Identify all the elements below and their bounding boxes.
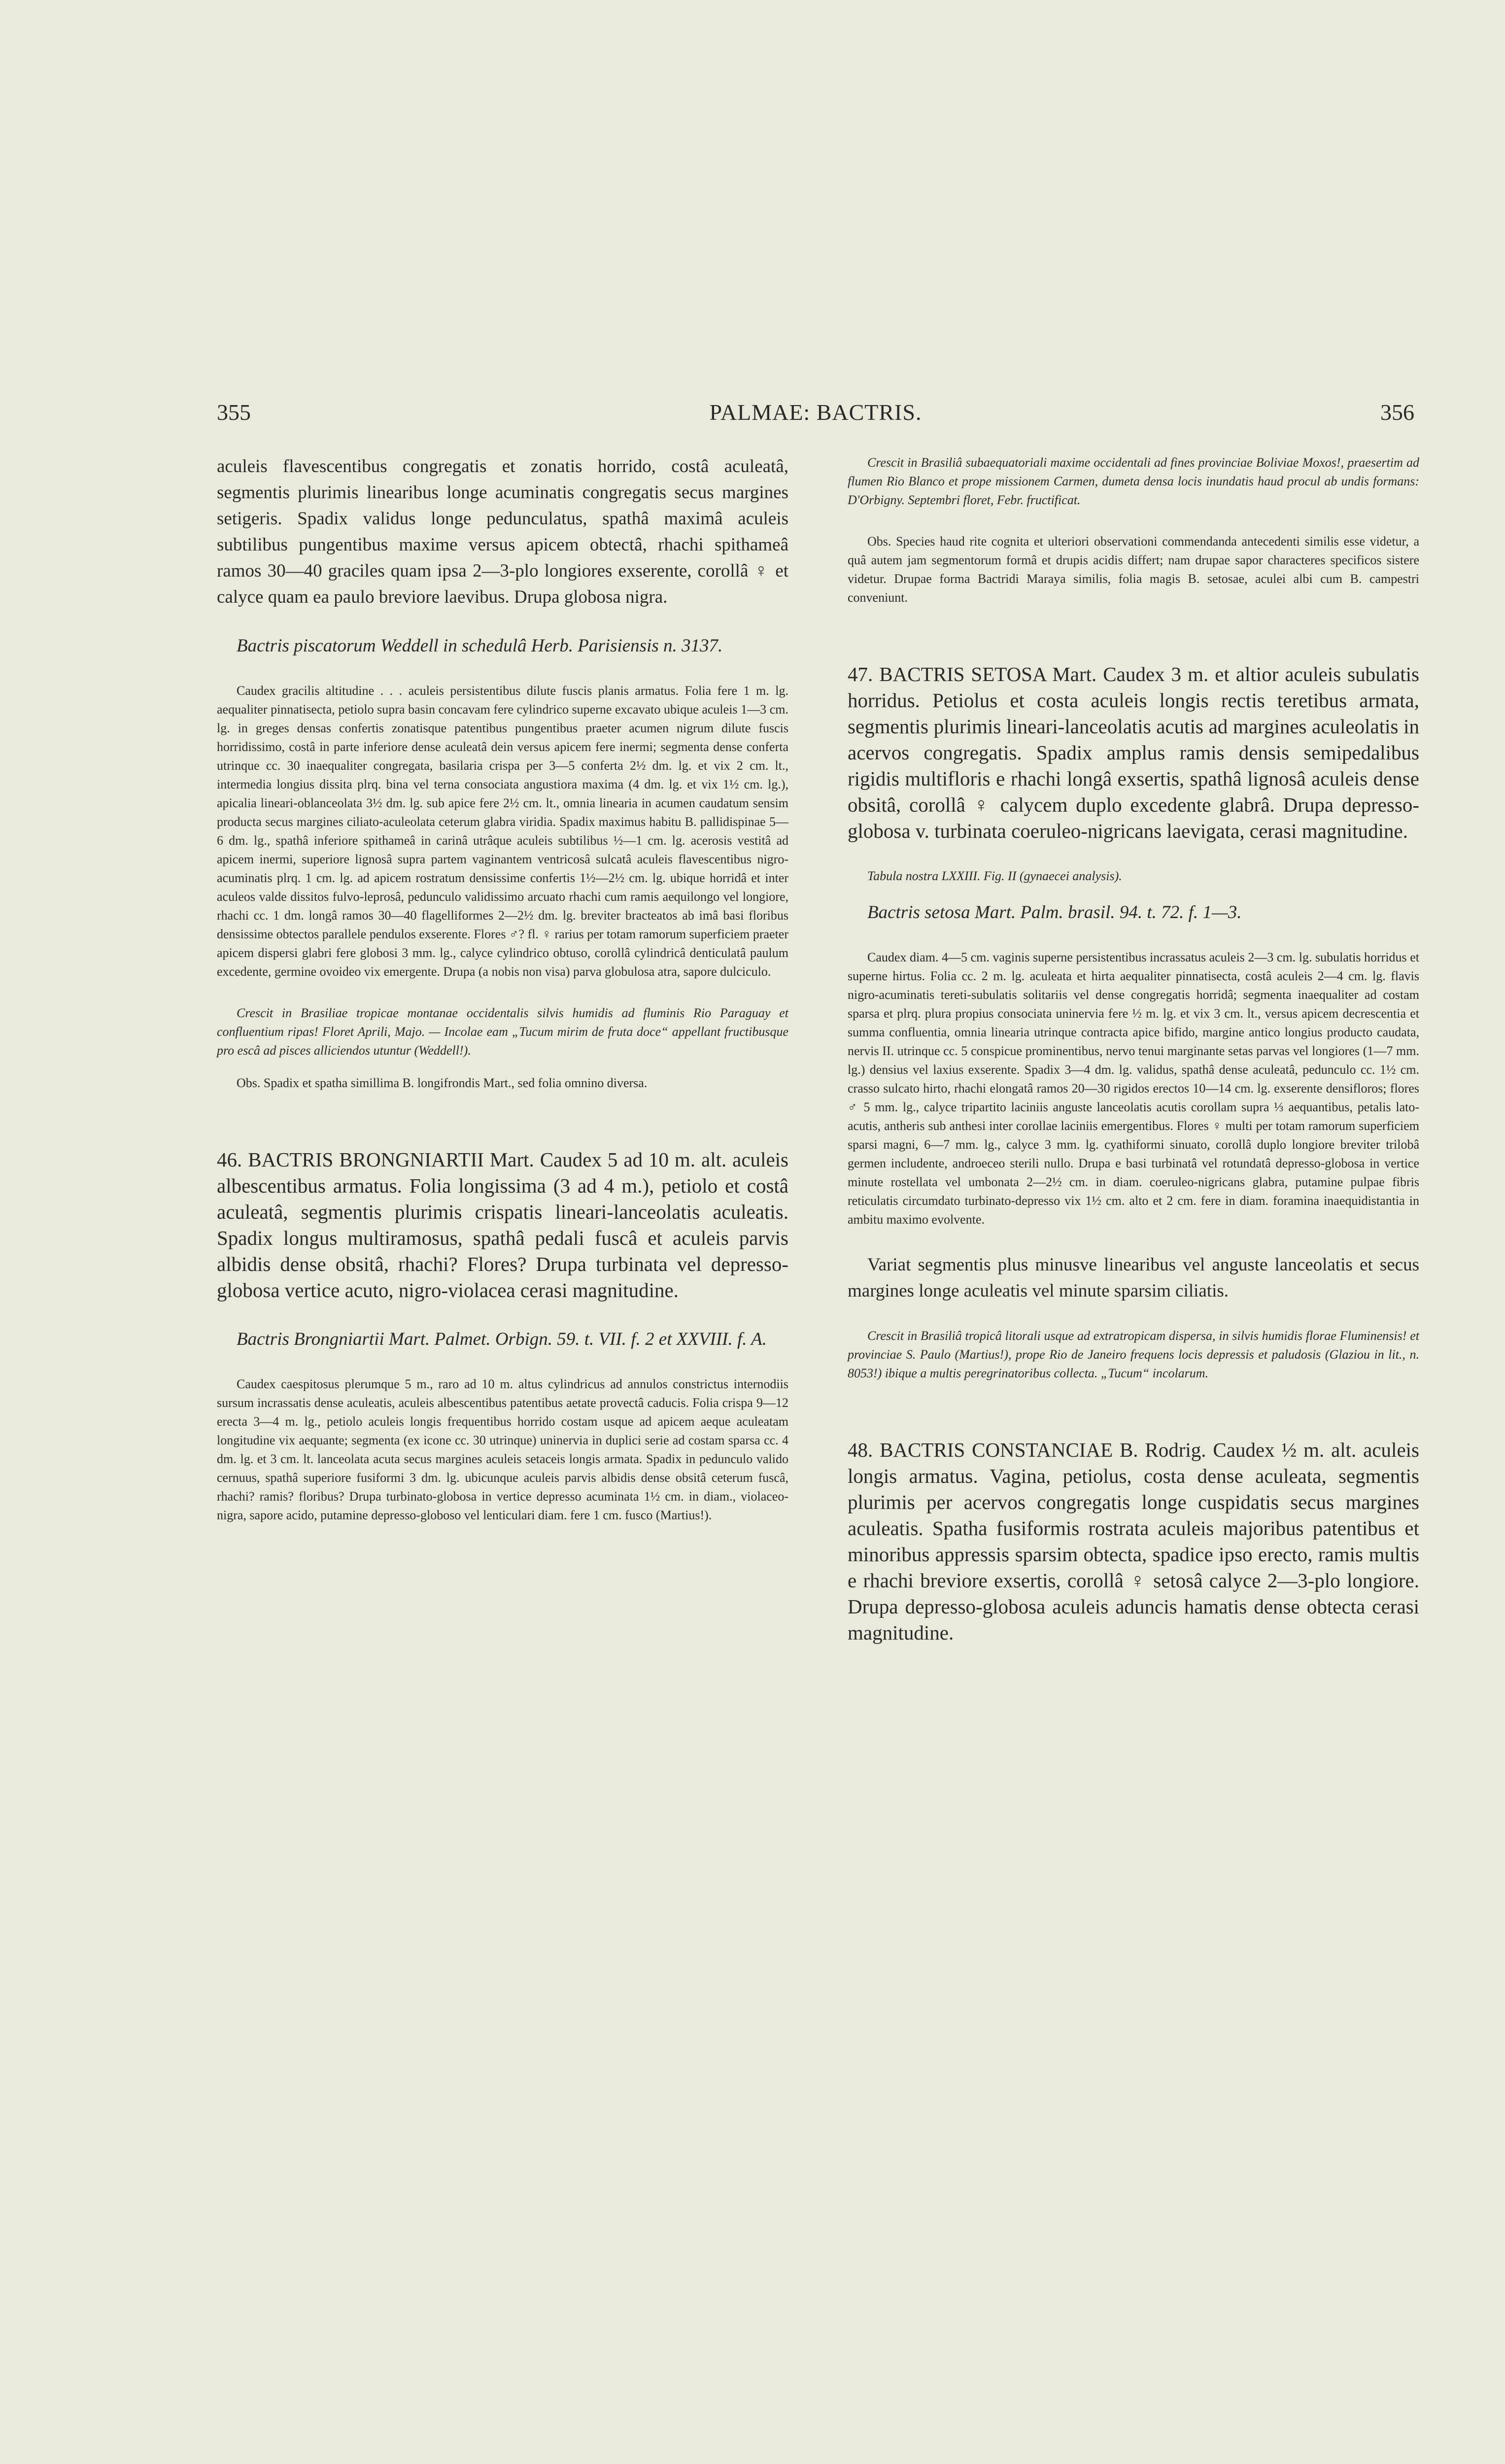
right-column: [848, 453, 1419, 1646]
species-heading-48: 48. BACTRIS CONSTANCIAE B. Rodrig. Caudex ½ m. alt. aculeis longis armatus. Vagina, petiolus, costa dense aculeata, segmentis plurimis per acervos congregatis longe cuspidatis secus margines aculeatis. Spatha fusiformis rostrata aculeis majoribus patentibus et minoribus appressis sparsim obtecta, spadice ipso erecto, ramis multis e rhachi breviore exsertis, corollâ ♀ setosâ calyce 2—3-plo longiore. Drupa depresso-globosa aculeis aduncis hamatis dense obtecta cerasi magnitudine.: [848, 1438, 1419, 1644]
species-heading-46: 46. BACTRIS BRONGNIARTII Mart. Caudex 5 ad 10 m. alt. aculeis albescentibus armatus. Folia longissima (3 ad 4 m.), petiolo et costâ aculeatâ, segmentis plurimis crispatis lineari-lanceolatis aculeatis. Spadix longus multiramosus, spathâ pedali fuscâ et aculeis parvis albidis dense obsitâ, rhachi? Flores? Drupa turbinata vel depresso-globosa vertice acuto, nigro-violacea cerasi magnitudine.: [217, 1148, 788, 1301]
synonym-citation: Bactris setosa Mart. Palm. brasil. 94. t. 72. f. 1—3.: [867, 902, 1242, 923]
species-heading-47: 47. BACTRIS SETOSA Mart. Caudex 3 m. et altior aculeis subulatis horridus. Petiolus et costa aculeis longis rectis teretibus armata, segmentis plurimis lineari-lanceolatis acutis ad margines aculeolatis in acervos congregatis. Spadix amplus ramis densis semipedalibus rigidis multifloris e rhachi longâ exsertis, spathâ lignosâ aculeis dense obsitâ, corollâ ♀ calycem duplo excedente glabrâ. Drupa depresso-globosa v. turbinata coeruleo-nigricans laevigata, cerasi magnitudine.: [848, 663, 1419, 842]
plate-reference: Tabula nostra LXXIII. Fig. II (gynaecei analysis).: [867, 869, 1122, 883]
variety-note: Variat segmentis plus minusve linearibus vel anguste lanceolatis et secus margines longe aculeatis vel minute sparsim ciliatis.: [848, 1255, 1419, 1301]
detailed-description: Caudex caespitosus plerumque 5 m., raro ad 10 m. altus cylindricus ad annulos constrictus internodiis sursum incrassatis dense aculeatis, aculeis albescentibus patentibus aetate provectâ caducis. Folia crispa 9—12 erecta 3—4 m. lg., petiolo aculeis longis frequentibus horrido costam usque ad apicem aeque aculeatam longitudine vix aequante; segmenta (ex icone cc. 30 utrinque) uninervia in duplici serie ad costam sparsa cc. 4 dm. lg. et 3 cm. lt. lanceolata acuta secus margines aculeis setaceis longis armata. Spadix in pedunculo valido cernuus, spathâ superiore fusiformi 3 dm. lg. ubicunque aculeis parvis albidis dense obsitâ ceterum fuscâ, rhachi? ramis? floribus? Drupa turbinato-globosa in vertice depresso acuminata 1½ cm. in diam., violaceo-nigra, sapore acido, putamine depresso-globoso vel lenticulari diam. fere 1 cm. fusco (Martius!).: [217, 1377, 788, 1522]
page-header: [217, 399, 1414, 434]
synonym-citation: Bactris Brongniartii Mart. Palmet. Orbign. 59. t. VII. f. 2 et XXVIII. f. A.: [237, 1329, 767, 1349]
observation-note: Obs. Species haud rite cognita et ulteriori observationi commendanda antecedenti similis esse videtur, a quâ autem jam segmentorum formâ et drupis acidis differt; nam drupae sapor characteres specificos sistere videtur. Drupae forma Bactridi Maraya similis, folia magis B. setosae, aculei albi cum B. campestri conveniunt.: [848, 534, 1419, 605]
distribution-paragraph: Crescit in Brasiliâ tropicâ litorali usque ad extratropicam dispersa, in silvis humidis florae Fluminensis! et provinciae S. Paulo (Martius!), prope Rio de Janeiro frequens locis depressis et paludosis (Glaziou in lit., n. 8053!) ibique a multis peregrinatoribus collecta. „Tucum“ incolarum.: [848, 1329, 1419, 1380]
distribution-paragraph: Crescit in Brasiliâ subaequatoriali maxime occidentali ad fines provinciae Boliviae Moxos!, praesertim ad flumen Rio Blanco et prope missionem Carmen, dumeta densa locis inundatis haud procul ab undis formans: D'Orbigny. Septembri floret, Febr. fructificat.: [848, 455, 1419, 507]
running-title: PALMAE: BACTRIS.: [709, 400, 922, 425]
detailed-description: Caudex gracilis altitudine . . . aculeis persistentibus dilute fuscis planis armatus. Folia fere 1 m. lg. aequaliter pinnatisecta, petiolo supra basin concavam fere cylindrico superne excavato ubique aculeis 1—3 cm. lg. in greges densas confertis zonatisque patentibus pungentibus praeter acumen nigrum dilute fuscis horridissimo, costâ in parte inferiore dense aculeatâ dein versus apicem fere inermi; segmenta dense conferta utrinque cc. 30 inaequaliter congregata, basilaria crispa per 3—5 conferta 2½ dm. lg. et vix 2 cm. lt., intermedia longius dissita plrq. bina vel terna consociata angustiora maxima (4 dm. lg. et vix 1½ cm. lg.), apicalia lineari-oblanceolata 3½ dm. lg. sub apice fere 2½ cm. lt., omnia linearia in acumen caudatum sensim producta secus margines ciliato-aculeolata ceterum glabra viridia. Spadix maximus habitu B. pallidispinae 5—6 dm. lg., spathâ inferiore spithameâ in carinâ utrâque aculeis subtilibus ½—1 cm. lg. acerosis vestitâ ad apicem inermi, superiore lignosâ supra partem vaginantem ventricosâ sulcatâ aculeis flavescentibus nigro-acuminatis plrq. 1 cm. lg. ad apicem rostratum densissime confertis 1½—2½ cm. lg. ubique horridâ et inter aculeos valde dissitos fulvo-leprosâ, pedunculo validissimo arcuato rhachi cum ramis aequilongo vel longiore, rhachi cc. 1 dm. longâ ramos 30—40 flagelliformes 2—2½ dm. lg. breviter bracteatos ab imâ basi floribus densissime obtectos parallele pendulos exserente. Flores ♂? fl. ♀ rarius per totam ramorum superficiem praeter apicem dispersi glabri fere globosi 3 mm. lg., calyce cylindrico obtuso, corollâ cylindricâ denticulatâ paulum excedente, germine ovoideo vix emergente. Drupa (a nobis non visa) parva globulosa atra, sapore dulciculo.: [217, 684, 788, 979]
page-number-left: 355: [217, 400, 251, 425]
left-column: [217, 453, 788, 1525]
page-number-right: 356: [1380, 400, 1414, 425]
synonym-citation: Bactris piscatorum Weddell in schedulâ Herb. Parisiensis n. 3137.: [237, 636, 723, 656]
detailed-description: Caudex diam. 4—5 cm. vaginis superne persistentibus incrassatus aculeis 2—3 cm. lg. subulatis horridus et superne hirtus. Folia cc. 2 m. lg. aculeata et hirta aequaliter pinnatisecta, costâ aculeis 2—4 cm. lg. flavis nigro-acuminatis tereti-subulatis solitariis vel dense congregatis horridâ; segmenta inaequaliter ad costam sparsa et plrq. plura propius consociata uninervia fere ½ m. lg. et vix 3 cm. lt., versus apicem decrescentia et summa confluentia, omnia linearia utrinque contracta apice bifido, margine antico longius producto caudata, nervis II. utrinque cc. 5 conspicue prominentibus, nervo tenui marginante setas parvas vel longiores (1—7 mm. lg.) densius vel laxius exserente. Spadix 3—4 dm. lg. validus, spathâ dense aculeatâ, pedunculo cc. 1½ cm. crasso sulcato hirto, rhachi elongatâ ramos 20—30 rigidos erectos 10—14 cm. lg. exserente densifloros; flores ♂ 5 mm. lg., calyce tripartito laciniis anguste lanceolatis acutis corollam supra ⅓ aequantibus, petalis lato-acutis, antheris sub anthesi inter corollae laciniis emergentibus. Flores ♀ multi per totam ramorum superficiem sparsi magni, 6—7 mm. lg., calyce 3 mm. lg. cyathiformi sinuato, corollâ duplo longiore breviter trilobâ germen includente, androeceo sterili nullo. Drupa e basi turbinatâ vel rotundatâ depresso-globosa in vertice minute rostellata vel umbonata 2—2½ cm. in diam. coeruleo-nigricans glabra, putamine pulpae fibris reticulatis circumdato turbinato-depresso vix 1½ cm. alto et 2 cm. fere in diam. foramina inaequidistantia in ambitu maximo evolvente.: [848, 950, 1419, 1227]
distribution-paragraph: Crescit in Brasiliae tropicae montanae occidentalis silvis humidis ad fluminis Rio Paraguay et confluentium ripas! Floret Aprili, Majo. — Incolae eam „Tucum mirim de fruta doce“ appellant fructibusque pro escâ ad pisces alliciendos utuntur (Weddell!).: [217, 1006, 788, 1058]
observation-note: Obs. Spadix et spatha simillima B. longifrondis Mart., sed folia omnino diversa.: [237, 1076, 648, 1090]
description-paragraph: aculeis flavescentibus congregatis et zonatis horrido, costâ aculeatâ, segmentis plurimis linearibus longe acuminatis congregatis secus margines setigeris. Spadix validus longe pedunculatus, spathâ maximâ aculeis subtilibus pungentibus maxime versus apicem obtectâ, rhachi spithameâ ramos 30—40 graciles quam ipsa 2—3-plo longiores exserente, corollâ ♀ et calyce quam ea paulo breviore laevibus. Drupa globosa nigra.: [217, 456, 788, 607]
